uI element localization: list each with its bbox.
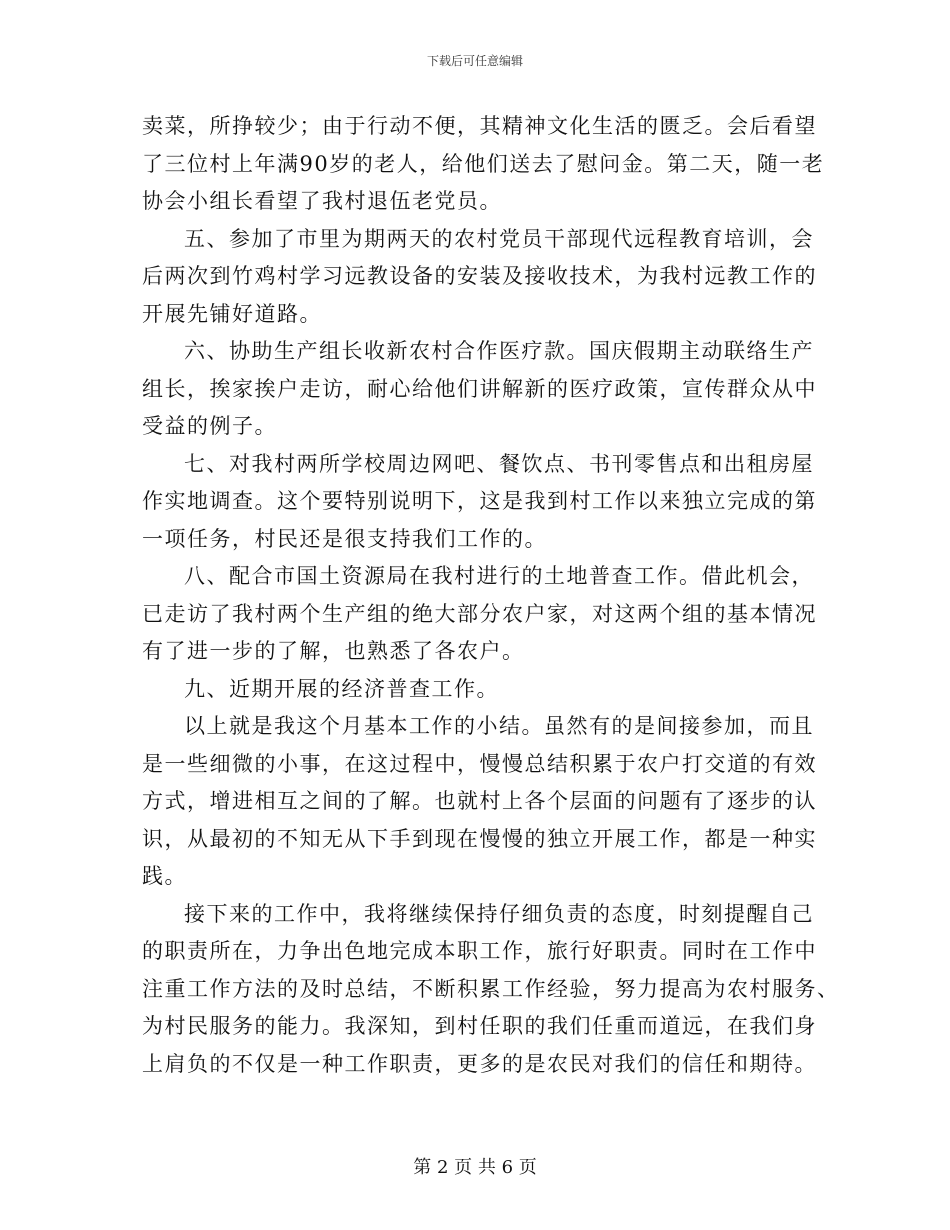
text-line: 作实地调查。这个要特别说明下，这是我到村工作以来独立完成的第 — [142, 489, 817, 513]
text-line: 七、对我村两所学校周边网吧、餐饮点、书刊零售点和出租房屋 — [184, 451, 814, 476]
text-line: 组长，挨家挨户走访，耐心给他们讲解新的医疗政策，宣传群众从中 — [142, 376, 817, 401]
text-line: 六、协助生产组长收新农村合作医疗款。国庆假期主动联络生产 — [184, 339, 814, 363]
text-line: 已走访了我村两个生产组的绝大部分农户家，对这两个组的基本情况 — [142, 601, 817, 626]
text-line: 八、配合市国土资源局在我村进行的土地普查工作。借此机会， — [184, 564, 814, 588]
text-line: 识，从最初的不知无从下手到现在慢慢的独立开展工作，都是一种实 — [142, 826, 817, 851]
text-line: 协会小组长看望了我村退伍老党员。 — [142, 189, 502, 213]
text-line: 五、参加了市里为期两天的农村党员干部现代远程教育培训，会 — [184, 226, 814, 251]
text-line: 有了进一步的了解，也熟悉了各农户。 — [142, 639, 525, 663]
text-line: 接下来的工作中，我将继续保持仔细负责的态度，时刻提醒自己 — [184, 901, 814, 926]
text-line: 践。 — [142, 864, 187, 888]
text-line: 了三位村上年满90岁的老人，给他们送去了慰问金。第二天，随一老 — [142, 151, 825, 176]
text-line: 是一些细微的小事，在这过程中，慢慢总结积累于农户打交道的有效 — [142, 751, 817, 776]
text-line: 方式，增进相互之间的了解。也就村上各个层面的问题有了逐步的认 — [142, 789, 817, 813]
text-line: 卖菜，所挣较少；由于行动不便，其精神文化生活的匮乏。会后看望 — [142, 114, 817, 138]
text-line: 后两次到竹鸡村学习远教设备的安装及接收技术，为我村远教工作的 — [142, 264, 817, 288]
text-line: 的职责所在，力争出色地完成本职工作，旅行好职责。同时在工作中 — [142, 939, 817, 963]
text-line: 受益的例子。 — [142, 414, 277, 438]
text-line: 上肩负的不仅是一种工作职责，更多的是农民对我们的信任和期待。 — [142, 1051, 817, 1076]
text-line: 九、近期开展的经济普查工作。 — [184, 676, 499, 701]
document-body — [142, 108, 840, 1083]
page-number: 第 2 页 共 6 页 — [413, 1157, 537, 1178]
text-line: 以上就是我这个月基本工作的小结。虽然有的是间接参加，而且 — [184, 714, 814, 738]
page-header: 下载后可任意编辑 — [426, 54, 523, 68]
text-line: 一项任务，村民还是很支持我们工作的。 — [142, 526, 547, 551]
text-line: 注重工作方法的及时总结，不断积累工作经验，努力提高为农村服务、 — [142, 976, 840, 1001]
text-line: 开展先铺好道路。 — [142, 301, 322, 326]
text-line: 为村民服务的能力。我深知，到村任职的我们任重而道远，在我们身 — [142, 1014, 817, 1038]
